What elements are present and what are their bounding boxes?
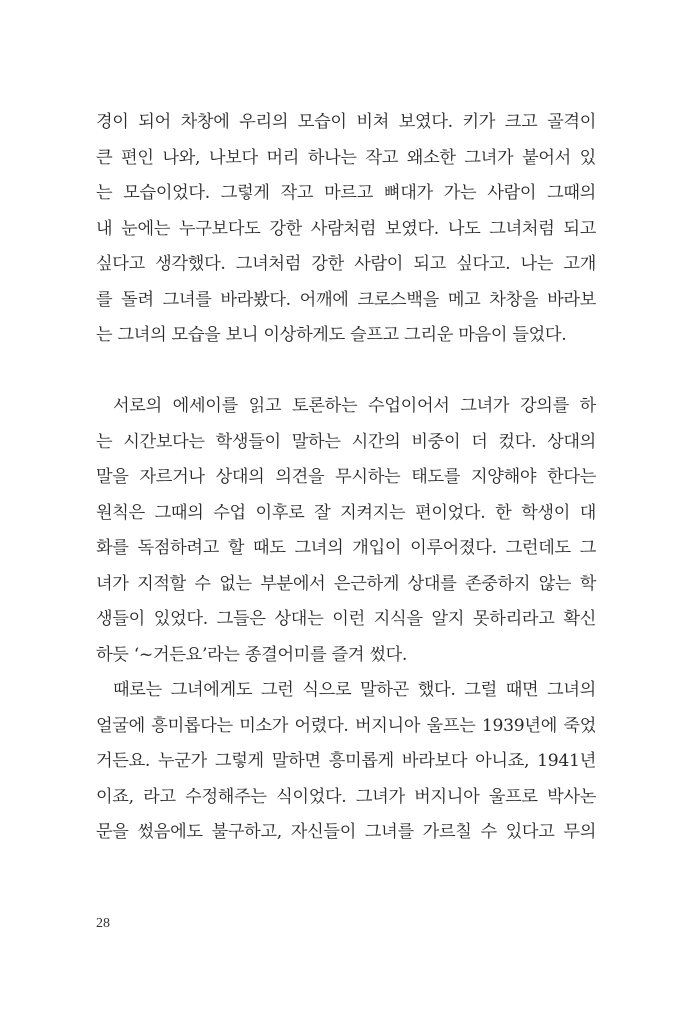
- paragraph-2: [96, 389, 596, 673]
- text-line: 하듯 ‘~거든요’라는 종결어미를 즐겨 썼다.: [96, 644, 408, 665]
- text-line: 말을 자르거나 상대의 의견을 무시하는 태도를 지양해야 한다는: [96, 467, 596, 487]
- text-line: 화를 독점하려고 할 때도 그녀의 개입이 이루어졌다. 그런데도 그: [96, 538, 596, 558]
- text-line: 내 눈에는 누구보다도 강한 사람처럼 보였다. 나도 그녀처럼 되고: [96, 218, 596, 239]
- paragraph-3: [96, 673, 596, 851]
- page-number: 28: [96, 916, 110, 931]
- text-line: 녀가 지적할 수 없는 부분에서 은근하게 상대를 존중하지 않는 학: [96, 573, 596, 594]
- text-line: 얼굴에 흥미롭다는 미소가 어렸다. 버지니아 울프는 1939년에 죽었: [96, 715, 596, 736]
- text-line: 는 그녀의 모습을 보니 이상하게도 슬프고 그리운 마음이 들었다.: [96, 325, 567, 345]
- text-line: 때로는 그녀에게도 그런 식으로 말하곤 했다. 그럴 때면 그녀의: [113, 680, 596, 700]
- body-text: [96, 105, 596, 851]
- text-line: 경이 되어 차창에 우리의 모습이 비쳐 보였다. 키가 크고 골격이: [96, 112, 596, 132]
- paragraph-spacer: [96, 354, 596, 390]
- text-line: 원칙은 그때의 수업 이후로 잘 지켜지는 편이었다. 한 학생이 대: [96, 502, 596, 523]
- text-line: 는 모습이었다. 그렇게 작고 마르고 뼈대가 가는 사람이 그때의: [96, 183, 596, 203]
- text-line: 서로의 에세이를 읽고 토론하는 수업이어서 그녀가 강의를 하: [113, 396, 596, 416]
- paragraph-1: [96, 105, 596, 354]
- text-line: 거든요. 누군가 그렇게 말하면 흥미롭게 바라보다 아니죠, 1941년: [96, 751, 596, 771]
- text-line: 는 시간보다는 학생들이 말하는 시간의 비중이 더 컸다. 상대의: [96, 431, 596, 452]
- text-line: 를 돌려 그녀를 바라봤다. 어깨에 크로스백을 메고 차창을 바라보: [96, 289, 596, 310]
- text-line: 생들이 있었다. 그들은 상대는 이런 지식을 알지 못하리라고 확신: [96, 609, 596, 629]
- text-line: 큰 편인 나와, 나보다 머리 하나는 작고 왜소한 그녀가 붙어서 있: [96, 147, 596, 168]
- text-line: 싶다고 생각했다. 그녀처럼 강한 사람이 되고 싶다고. 나는 고개: [96, 254, 596, 274]
- text-line: 이죠, 라고 수정해주는 식이었다. 그녀가 버지니아 울프로 박사논: [96, 786, 596, 807]
- text-line: 문을 썼음에도 불구하고, 자신들이 그녀를 가르칠 수 있다고 무의: [96, 822, 596, 842]
